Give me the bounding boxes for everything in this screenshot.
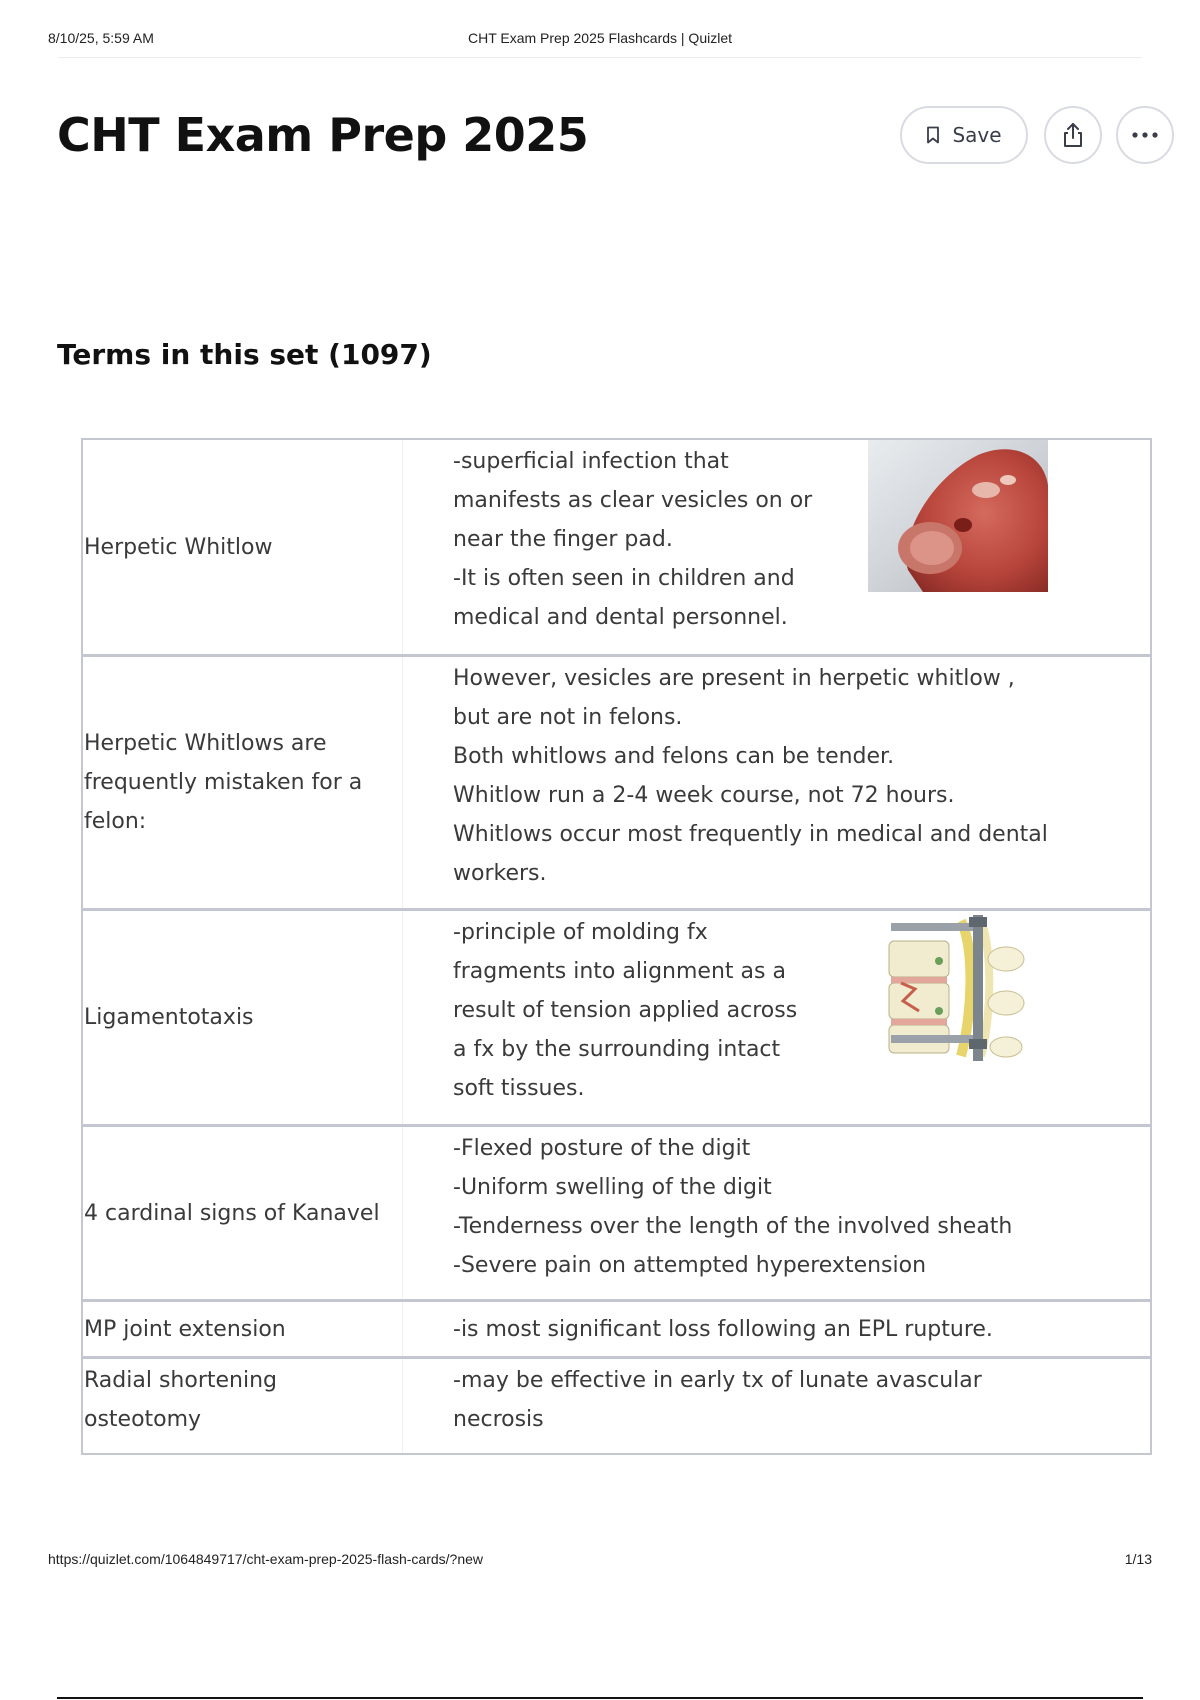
definition-text: -is most significant loss following an EPL rupture.	[453, 1316, 993, 1342]
term-cell	[83, 1359, 403, 1453]
term-text	[84, 1361, 277, 1439]
definition-line: -superficial infection that	[453, 449, 729, 474]
definition-line: Both whitlows and felons can be tender.	[453, 744, 895, 769]
definition-cell	[403, 657, 1150, 908]
terms-table	[81, 438, 1152, 1455]
page-number: 1/13	[1124, 1551, 1152, 1567]
terms-section-heading: Terms in this set (1097)	[57, 338, 432, 371]
definition-line: soft tissues.	[453, 1076, 585, 1101]
term-cell	[83, 911, 403, 1124]
term-text: Ligamentotaxis	[84, 1005, 254, 1030]
definition-line: Whitlows occur most frequently in medical and dental	[453, 822, 1048, 847]
term-line: osteotomy	[84, 1407, 202, 1432]
print-document-title: CHT Exam Prep 2025 Flashcards | Quizlet	[467, 30, 733, 46]
definition-line: near the finger pad.	[453, 527, 673, 552]
more-horizontal-icon	[1131, 131, 1159, 139]
term-line: Herpetic Whitlows are	[84, 731, 327, 756]
term-cell	[83, 440, 403, 654]
definition-line: a fx by the surrounding intact	[453, 1037, 781, 1062]
term-line: frequently mistaken for a	[84, 770, 363, 795]
more-options-button[interactable]	[1116, 106, 1174, 164]
definition-line: -Severe pain on attempted hyperextension	[453, 1253, 927, 1278]
term-text: MP joint extension	[84, 1316, 286, 1342]
term-row	[83, 911, 1150, 1127]
definition-line: result of tension applied across	[453, 998, 798, 1023]
term-cell	[83, 657, 403, 908]
term-row	[83, 440, 1150, 657]
term-row	[83, 1359, 1150, 1453]
definition-cell	[403, 1127, 1150, 1299]
definition-line: -Flexed posture of the digit	[453, 1136, 751, 1161]
page-url: https://quizlet.com/1064849717/cht-exam-prep-2025-flash-cards/?new	[48, 1551, 484, 1567]
term-row	[83, 657, 1150, 911]
term-cell	[83, 1302, 403, 1356]
page-title: CHT Exam Prep 2025	[57, 108, 589, 162]
definition-cell	[403, 440, 1150, 654]
definition-line: but are not in felons.	[453, 705, 683, 730]
definition-text	[453, 1129, 1012, 1299]
term-line: felon:	[84, 809, 147, 834]
definition-line: -Tenderness over the length of the involved sheath	[453, 1214, 1013, 1239]
definition-line: manifests as clear vesicles on or	[453, 488, 813, 513]
term-row	[83, 1127, 1150, 1302]
definition-text	[453, 659, 1048, 908]
header-divider	[58, 57, 1142, 58]
definition-line: -Uniform swelling of the digit	[453, 1175, 772, 1200]
term-cell	[83, 1127, 403, 1299]
term-text: Herpetic Whitlow	[84, 534, 273, 560]
definition-line: fragments into alignment as a	[453, 959, 786, 984]
definition-line: workers.	[453, 861, 547, 886]
share-button[interactable]	[1044, 106, 1102, 164]
definition-text	[453, 913, 797, 1124]
bookmark-icon	[926, 126, 940, 144]
definition-line: medical and dental personnel.	[453, 605, 788, 630]
share-icon	[1061, 121, 1085, 149]
definition-line: -It is often seen in children and	[453, 566, 795, 591]
definition-text	[453, 442, 812, 654]
print-header	[48, 30, 1152, 52]
term-text	[84, 724, 362, 841]
term-line: Radial shortening	[84, 1368, 277, 1393]
definition-line: -may be effective in early tx of lunate avascular	[453, 1368, 982, 1393]
definition-cell	[403, 911, 1150, 1124]
bottom-divider	[57, 1697, 1143, 1699]
term-row	[83, 1302, 1150, 1359]
definition-line: necrosis	[453, 1407, 544, 1432]
term-text: 4 cardinal signs of Kanavel	[84, 1200, 380, 1226]
definition-line: -principle of molding fx	[453, 920, 708, 945]
save-button[interactable]	[900, 106, 1028, 164]
definition-line: However, vesicles are present in herpetic whitlow ,	[453, 666, 1015, 691]
spinal-fixation-illustration[interactable]	[881, 911, 1031, 1076]
definition-cell	[403, 1302, 1150, 1356]
save-button-label: Save	[952, 123, 1002, 147]
print-date: 8/10/25, 5:59 AM	[48, 30, 154, 46]
definition-line: Whitlow run a 2-4 week course, not 72 hours.	[453, 783, 955, 808]
definition-cell	[403, 1359, 1150, 1453]
definition-text	[453, 1361, 982, 1453]
finger-vesicle-photo[interactable]	[868, 440, 1048, 605]
